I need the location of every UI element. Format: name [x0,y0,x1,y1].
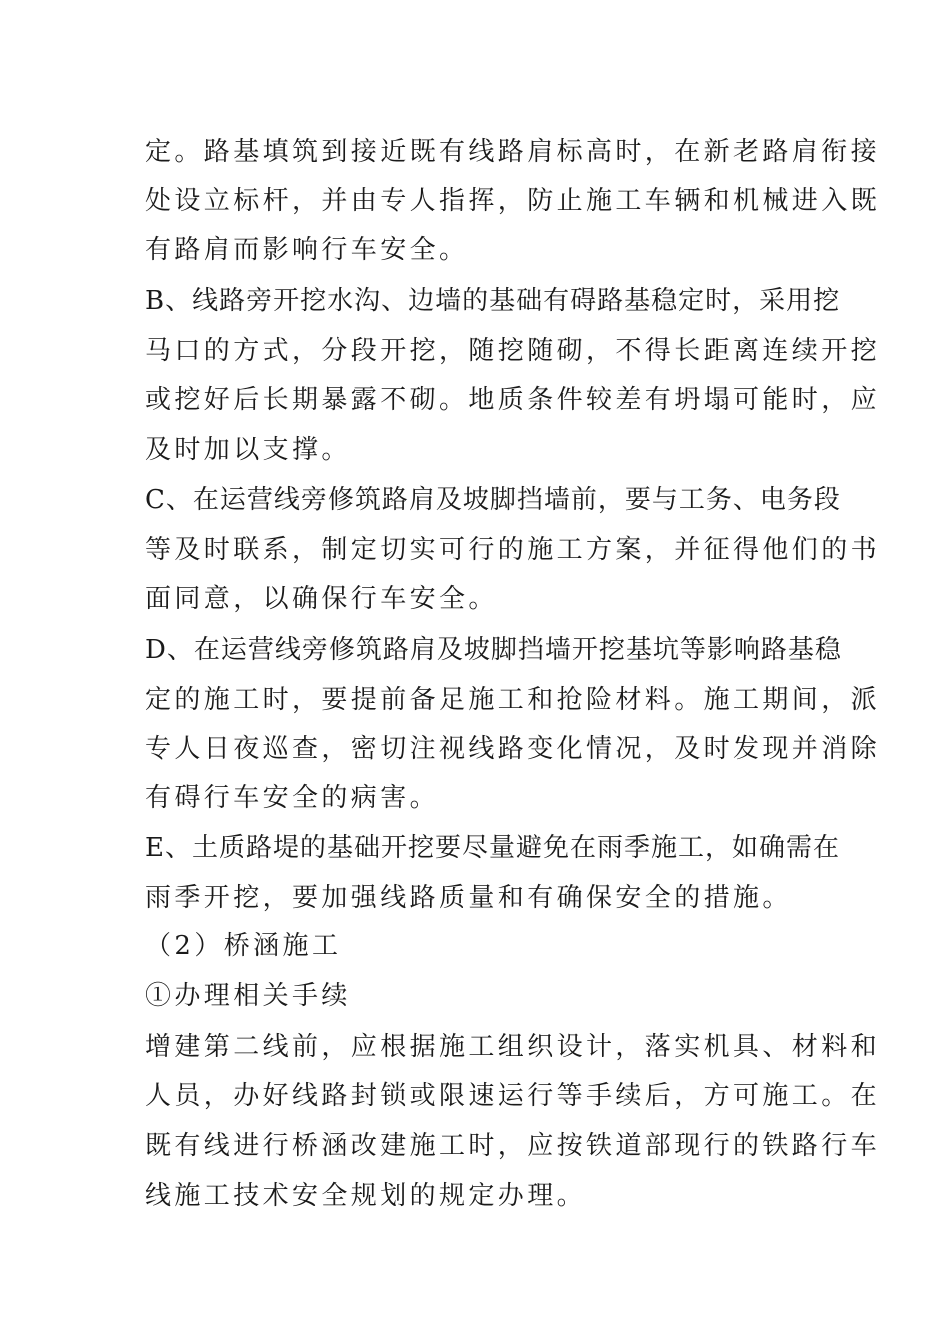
text-line: 处设立标杆，并由专人指挥，防止施工车辆和机械进入既 [145,186,881,216]
section-heading: （2）桥涵施工 [145,931,342,961]
text-line: 线施工技术安全规划的规定办理。 [145,1181,587,1211]
text-line: E、土质路堤的基础开挖要尽量避免在雨季施工，如确需在 [145,833,840,863]
text-line: 马口的方式，分段开挖，随挖随砌，不得长距离连续开挖 [145,336,881,366]
text-line: 及时加以支撑。 [145,435,351,465]
text-line: 面同意，以确保行车安全。 [145,584,498,614]
text-line: 有路肩而影响行车安全。 [145,235,469,265]
text-line: 增建第二线前，应根据施工组织设计，落实机具、材料和 [145,1032,881,1062]
text-line: D、在运营线旁修筑路肩及坡脚挡墙开挖基坑等影响路基稳 [145,635,842,665]
text-line: 既有线进行桥涵改建施工时，应按铁道部现行的铁路行车 [145,1131,881,1161]
text-line: 人员，办好线路封锁或限速运行等手续后，方可施工。在 [145,1081,881,1111]
text-line: C、在运营线旁修筑路肩及坡脚挡墙前，要与工务、电务段 [145,485,841,515]
subsection-heading: ①办理相关手续 [145,981,351,1011]
text-line: B、线路旁开挖水沟、边墙的基础有碍路基稳定时，采用挖 [145,286,841,316]
text-line: 专人日夜巡查，密切注视线路变化情况，及时发现并消除 [145,734,881,764]
text-line: 或挖好后长期暴露不砌。地质条件较差有坍塌可能时，应 [145,385,881,415]
text-line: 定。路基填筑到接近既有线路肩标高时，在新老路肩衔接 [145,137,881,167]
text-line: 雨季开挖，要加强线路质量和有确保安全的措施。 [145,883,792,913]
text-line: 有碍行车安全的病害。 [145,783,440,813]
text-line: 定的施工时，要提前备足施工和抢险材料。施工期间，派 [145,685,881,715]
text-line: 等及时联系，制定切实可行的施工方案，并征得他们的书 [145,535,881,565]
